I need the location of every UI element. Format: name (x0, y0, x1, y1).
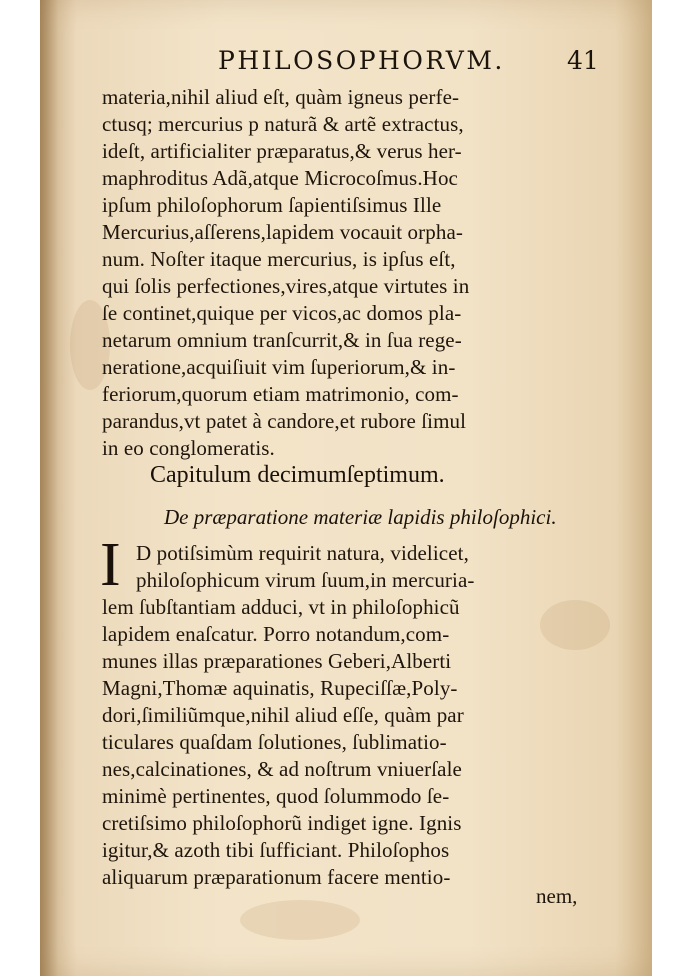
text-line: neratione,acquiſiuit vim ſuperiorum,& in- (102, 355, 456, 379)
spine-shadow (40, 0, 58, 976)
text-line: qui ſolis perfectiones,vires,atque virtutes in (102, 274, 470, 298)
text-line: num. Noſter itaque mercurius, is ipſus eſt, (102, 247, 456, 271)
chapter-title: Capitulum decimumſeptimum. (150, 462, 445, 488)
text-line: ctusq; mercurius p naturã & artẽ extractus, (102, 112, 464, 136)
text-line: cretiſsimo philoſophorũ indiget igne. Ignis (102, 811, 462, 835)
text-line: philoſophicum virum ſuum,in mercuria- (136, 568, 475, 592)
catchword: nem, (536, 884, 578, 908)
running-head: PHILOSOPHORVM. (218, 46, 505, 75)
text-line: parandus,vt patet à candore,et rubore ſimul (102, 409, 467, 433)
text-line: in eo conglomeratis. (102, 436, 275, 460)
paper-stain (540, 600, 610, 650)
text-line: ipſum philoſophorum ſapientiſsimus Ille (102, 193, 442, 217)
text-line: dori,ſimiliũmque,nihil aliud eſſe, quàm par (102, 703, 464, 727)
book-page (40, 0, 652, 976)
text-line: igitur,& azoth tibi ſufficiant. Philoſophos (102, 838, 450, 862)
text-line: ſe continet,quique per vicos,ac domos pla- (102, 301, 462, 325)
text-line: Magni,Thomæ aquinatis, Rupeciſſæ,Poly- (102, 676, 458, 700)
text-line: Mercurius,aſſerens,lapidem vocauit orpha- (102, 220, 463, 244)
chapter-subtitle: De præparatione materiæ lapidis philoſophici. (164, 505, 557, 529)
text-line: aliquarum præparationum facere mentio- (102, 865, 451, 889)
text-line: ideſt, artificialiter præparatus,& verus her- (102, 139, 462, 163)
text-line: materia,nihil aliud eſt, quàm igneus perfe- (102, 85, 460, 109)
text-line: lem ſubſtantiam adduci, vt in philoſophicũ (102, 595, 460, 619)
text-line: D potiſsimùm requirit natura, videlicet, (136, 541, 469, 565)
text-line: ticulares quaſdam ſolutiones, ſublimatio- (102, 730, 447, 754)
text-line: feriorum,quorum etiam matrimonio, com- (102, 382, 459, 406)
text-line: nes,calcinationes, & ad noſtrum vniuerſale (102, 757, 462, 781)
text-line: maphroditus Adã,atque Microcoſmus.Hoc (102, 166, 458, 190)
text-line: munes illas præparationes Geberi,Alberti (102, 649, 452, 673)
text-line: netarum omnium tranſcurrit,& in ſua rege- (102, 328, 462, 352)
paper-stain (240, 900, 360, 940)
page-number: 41 (567, 46, 599, 75)
drop-cap-initial: I (100, 531, 121, 599)
text-line: lapidem enaſcatur. Porro notandum,com- (102, 622, 450, 646)
text-line: minimè pertinentes, quod ſolummodo ſe- (102, 784, 450, 808)
